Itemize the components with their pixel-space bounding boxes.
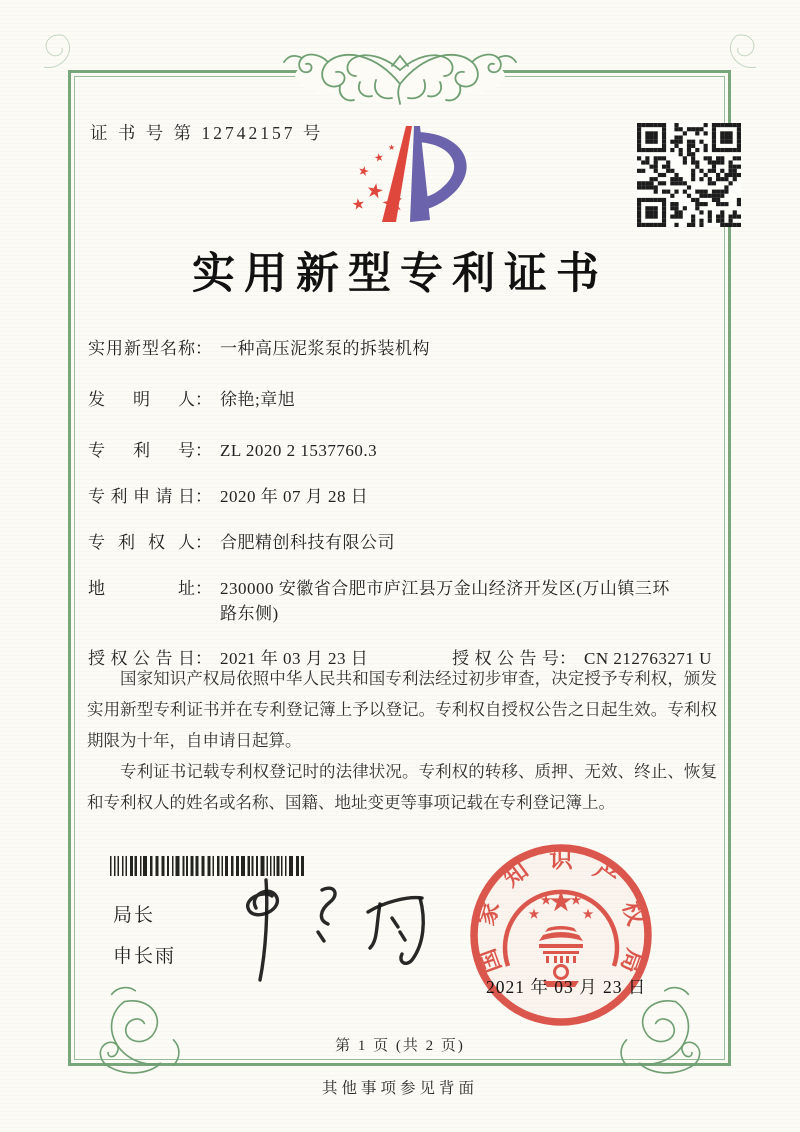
legal-paragraph-1: 国家知识产权局依照中华人民共和国专利法经过初步审查，决定授予专利权，颁发实用新型专利证书并在专利登记簿上予以登记。专利权自授权公告之日起生效。专利权期限为十年，自申请日起算。 (87, 669, 717, 750)
cnipa-official-seal-icon (460, 838, 662, 1040)
svg-text:★: ★ (378, 186, 408, 220)
field-label: 授 权 公 告 号 (452, 649, 559, 668)
colon: ： (195, 339, 212, 358)
field-value: 230000 安徽省合肥市庐江县万金山经济开发区(万山镇三环路东侧) (220, 579, 670, 623)
certificate-fields (88, 336, 720, 692)
svg-text:★: ★ (549, 889, 573, 916)
field-value: CN 212763271 U (584, 649, 712, 668)
back-side-note: 其他事项参见背面 (321, 1080, 478, 1097)
field-value: 2021 年 03 月 23 日 (220, 649, 369, 668)
field-value: 一种高压泥浆泵的拆装机构 (220, 339, 430, 358)
svg-text:产: 产 (588, 857, 623, 893)
field-label: 专 利 号 (88, 441, 195, 460)
svg-text:★: ★ (364, 179, 386, 204)
top-right-corner-curl-icon (716, 26, 772, 82)
svg-text:权: 权 (617, 898, 649, 929)
colon: ： (195, 487, 212, 506)
field-label: 地 址 (88, 579, 195, 598)
field-label: 发 明 人 (88, 390, 195, 409)
colon: ： (195, 533, 212, 552)
colon: ： (195, 441, 212, 460)
seal-date: 2021 年 03 月 23 日 (486, 977, 647, 997)
certificate-title: 实用新型专利证书 (192, 251, 608, 298)
svg-text:★: ★ (388, 143, 396, 152)
svg-text:★: ★ (540, 893, 552, 907)
field-value: 2020 年 07 月 28 日 (220, 487, 369, 506)
colon: ： (195, 579, 212, 598)
svg-text:国: 国 (474, 945, 507, 977)
svg-text:识: 识 (549, 847, 573, 873)
field-row-name (88, 336, 720, 362)
field-row-inventor (88, 387, 720, 413)
signer-name: 申长雨 (113, 946, 177, 967)
legal-text (87, 663, 717, 818)
field-value: ZL 2020 2 1537760.3 (220, 441, 378, 460)
signer-block (113, 901, 176, 983)
field-value: 徐艳;章旭 (220, 390, 296, 409)
svg-text:局: 局 (615, 945, 648, 977)
top-left-corner-curl-icon (28, 26, 84, 82)
colon: ： (195, 649, 212, 668)
field-label: 专 利 申 请 日 (88, 487, 195, 506)
field-row-patentee (88, 530, 720, 556)
svg-text:★: ★ (356, 162, 372, 180)
svg-text:★: ★ (528, 907, 540, 921)
svg-text:知: 知 (499, 857, 534, 893)
top-flourish-ornament-icon (280, 36, 520, 106)
field-row-filing-date (88, 484, 720, 510)
handwritten-signature-icon (222, 868, 427, 988)
svg-text:★: ★ (570, 893, 582, 907)
field-value: 合肥精创科技有限公司 (220, 533, 395, 552)
qr-code (637, 123, 741, 227)
signer-title: 局长 (113, 905, 156, 926)
legal-paragraph-2: 专利证书记载专利权登记时的法律状况。专利权的转移、质押、无效、终止、恢复和专利权人的姓名或名称、国籍、地址变更等事项记载在专利登记簿上。 (87, 762, 717, 812)
colon: ： (559, 649, 576, 668)
field-label: 实 用 新 型 名 称 (88, 339, 195, 358)
page-number: 第 1 页 (共 2 页) (335, 1038, 465, 1054)
cnipa-logo-icon (330, 110, 480, 238)
svg-text:★: ★ (582, 907, 594, 921)
certificate-number: 证 书 号 第 12742157 号 (90, 123, 324, 143)
svg-text:★: ★ (350, 196, 367, 214)
field-row-patent-no (88, 438, 720, 464)
colon: ： (195, 390, 212, 409)
svg-text:★: ★ (373, 151, 385, 165)
svg-text:家: 家 (473, 898, 505, 929)
field-label: 专 利 权 人 (88, 533, 195, 552)
field-label: 授 权 公 告 日 (88, 649, 195, 668)
field-row-address (88, 576, 720, 626)
